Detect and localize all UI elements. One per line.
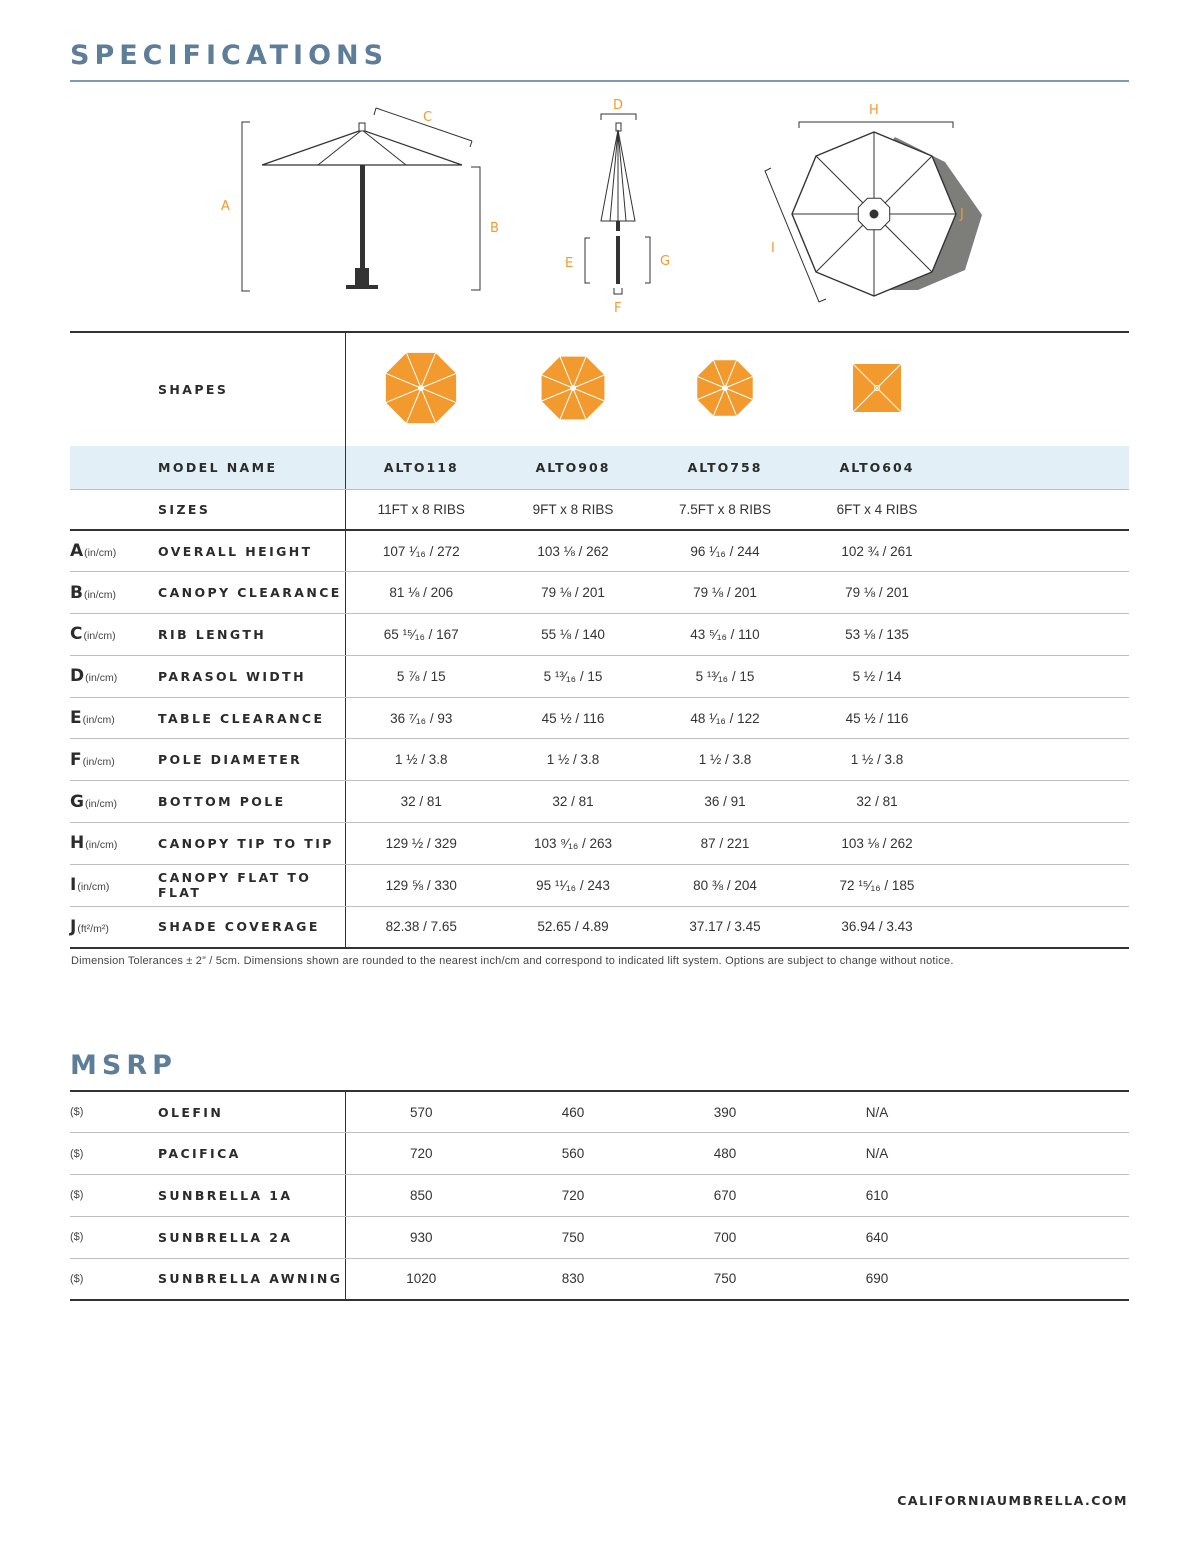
dimension-letter: I bbox=[70, 875, 77, 896]
price-value: N/A bbox=[801, 1133, 953, 1175]
model-name: ALTO604 bbox=[801, 446, 953, 489]
size-value: 7.5FT x 8 RIBS bbox=[649, 489, 801, 530]
dimension-value: 103 ⅛ / 262 bbox=[801, 823, 953, 865]
size-value: 11FT x 8 RIBS bbox=[345, 489, 497, 530]
dimension-value: 65 ¹⁵⁄₁₆ / 167 bbox=[345, 614, 497, 656]
dimension-value: 52.65 / 4.89 bbox=[497, 906, 649, 948]
model-name: ALTO118 bbox=[345, 446, 497, 489]
dimension-letter-h: H bbox=[869, 103, 879, 118]
dimension-row bbox=[70, 781, 1129, 823]
dimension-letter: D bbox=[70, 666, 85, 687]
octagon-8-rib-icon bbox=[533, 348, 613, 428]
price-value: 750 bbox=[497, 1216, 649, 1258]
model-name-row bbox=[70, 446, 1129, 489]
shape-icon-cell bbox=[801, 332, 953, 446]
price-value: 750 bbox=[649, 1258, 801, 1300]
dimension-value: 5 ¹³⁄₁₆ / 15 bbox=[497, 655, 649, 697]
dimension-value: 103 ⅛ / 262 bbox=[497, 530, 649, 572]
dimension-label: RIB LENGTH bbox=[158, 614, 345, 656]
price-value: 830 bbox=[497, 1258, 649, 1300]
square-4-rib-icon bbox=[837, 348, 917, 428]
dimension-value: 36 ⁷⁄₁₆ / 93 bbox=[345, 697, 497, 739]
dimension-letter-g: G bbox=[660, 254, 671, 269]
model-name: ALTO758 bbox=[649, 446, 801, 489]
dimension-unit: (in/cm) bbox=[84, 797, 118, 810]
msrp-row bbox=[70, 1091, 1129, 1133]
price-value: 720 bbox=[345, 1133, 497, 1175]
dimension-value: 96 ¹⁄₁₆ / 244 bbox=[649, 530, 801, 572]
dimension-row bbox=[70, 906, 1129, 948]
dimension-value: 5 ⅞ / 15 bbox=[345, 655, 497, 697]
dimension-value: 79 ⅛ / 201 bbox=[801, 572, 953, 614]
dimension-unit: (in/cm) bbox=[83, 588, 117, 601]
price-value: N/A bbox=[801, 1091, 953, 1133]
fabric-label: PACIFICA bbox=[158, 1133, 345, 1175]
dimension-code bbox=[70, 864, 158, 906]
dimension-label: TABLE CLEARANCE bbox=[158, 697, 345, 739]
dimension-code bbox=[70, 530, 158, 572]
dimension-value: 32 / 81 bbox=[801, 781, 953, 823]
currency-label: ($) bbox=[70, 1133, 158, 1175]
msrp-row bbox=[70, 1216, 1129, 1258]
dimension-value: 103 ⁹⁄₁₆ / 263 bbox=[497, 823, 649, 865]
sizes-label: SIZES bbox=[158, 489, 345, 530]
dimension-letter: G bbox=[70, 791, 84, 812]
dimension-label: PARASOL WIDTH bbox=[158, 655, 345, 697]
dimension-unit: (in/cm) bbox=[84, 547, 117, 560]
price-value: 390 bbox=[649, 1091, 801, 1133]
dimension-letter: C bbox=[70, 624, 83, 645]
msrp-row bbox=[70, 1133, 1129, 1175]
umbrella-dimension-diagrams bbox=[0, 90, 1200, 320]
price-value: 610 bbox=[801, 1175, 953, 1217]
dimension-code bbox=[70, 572, 158, 614]
currency-label: ($) bbox=[70, 1216, 158, 1258]
specifications-title: SPECIFICATIONS bbox=[70, 40, 389, 71]
sizes-row bbox=[70, 489, 1129, 530]
shapes-label: SHAPES bbox=[158, 332, 345, 446]
price-value: 720 bbox=[497, 1175, 649, 1217]
dimension-letter: B bbox=[70, 582, 83, 603]
dimension-label: POLE DIAMETER bbox=[158, 739, 345, 781]
dimension-row bbox=[70, 530, 1129, 572]
shapes-row bbox=[70, 332, 1129, 446]
fabric-label: SUNBRELLA 1A bbox=[158, 1175, 345, 1217]
dimension-code bbox=[70, 823, 158, 865]
dimension-value: 36 / 91 bbox=[649, 781, 801, 823]
dimension-value: 79 ⅛ / 201 bbox=[649, 572, 801, 614]
dimension-row bbox=[70, 655, 1129, 697]
dimension-value: 1 ½ / 3.8 bbox=[497, 739, 649, 781]
dimension-letter-i: I bbox=[771, 241, 775, 256]
dimension-row bbox=[70, 823, 1129, 865]
price-value: 850 bbox=[345, 1175, 497, 1217]
open-umbrella-diagram bbox=[242, 108, 480, 291]
dimension-code bbox=[70, 906, 158, 948]
fabric-label: SUNBRELLA 2A bbox=[158, 1216, 345, 1258]
dimension-letter-f: F bbox=[614, 301, 622, 316]
price-value: 930 bbox=[345, 1216, 497, 1258]
price-value: 640 bbox=[801, 1216, 953, 1258]
price-value: 670 bbox=[649, 1175, 801, 1217]
octagon-8-rib-icon bbox=[685, 348, 765, 428]
currency-label: ($) bbox=[70, 1258, 158, 1300]
dimension-value: 102 ¾ / 261 bbox=[801, 530, 953, 572]
dimension-value: 1 ½ / 3.8 bbox=[345, 739, 497, 781]
octagon-8-rib-icon bbox=[381, 348, 461, 428]
dimension-unit: (in/cm) bbox=[85, 839, 118, 852]
dimension-value: 129 ½ / 329 bbox=[345, 823, 497, 865]
dimension-letter-a: A bbox=[221, 199, 230, 214]
price-value: 560 bbox=[497, 1133, 649, 1175]
dimension-value: 37.17 / 3.45 bbox=[649, 906, 801, 948]
dimension-letter-d: D bbox=[613, 98, 624, 113]
size-value: 6FT x 4 RIBS bbox=[801, 489, 953, 530]
shape-icon-cell bbox=[649, 332, 801, 446]
dimension-value: 87 / 221 bbox=[649, 823, 801, 865]
model-name-label: MODEL NAME bbox=[158, 446, 345, 489]
price-value: 1020 bbox=[345, 1258, 497, 1300]
dimension-value: 45 ½ / 116 bbox=[497, 697, 649, 739]
fabric-label: OLEFIN bbox=[158, 1091, 345, 1133]
msrp-table bbox=[70, 1090, 1129, 1301]
dimension-label: OVERALL HEIGHT bbox=[158, 530, 345, 572]
shape-icon-cell bbox=[345, 332, 497, 446]
dimension-value: 72 ¹⁵⁄₁₆ / 185 bbox=[801, 864, 953, 906]
dimension-label: CANOPY FLAT TO FLAT bbox=[158, 864, 345, 906]
dimension-code bbox=[70, 739, 158, 781]
model-name: ALTO908 bbox=[497, 446, 649, 489]
dimension-value: 1 ½ / 3.8 bbox=[801, 739, 953, 781]
price-value: 480 bbox=[649, 1133, 801, 1175]
dimension-code bbox=[70, 697, 158, 739]
dimension-letter-b: B bbox=[490, 221, 499, 236]
dimension-letter-c: C bbox=[423, 110, 433, 125]
dimension-value: 80 ⅜ / 204 bbox=[649, 864, 801, 906]
dimension-unit: (ft²/m²) bbox=[77, 922, 109, 935]
dimension-value: 79 ⅛ / 201 bbox=[497, 572, 649, 614]
dimension-value: 55 ⅛ / 140 bbox=[497, 614, 649, 656]
msrp-row bbox=[70, 1258, 1129, 1300]
dimension-value: 32 / 81 bbox=[497, 781, 649, 823]
price-value: 460 bbox=[497, 1091, 649, 1133]
website-url: CALIFORNIAUMBRELLA.COM bbox=[897, 1493, 1128, 1508]
dimension-label: CANOPY TIP TO TIP bbox=[158, 823, 345, 865]
dimension-value: 43 ⁵⁄₁₆ / 110 bbox=[649, 614, 801, 656]
price-value: 690 bbox=[801, 1258, 953, 1300]
specifications-table bbox=[70, 331, 1129, 949]
dimension-letter-j: J bbox=[960, 207, 964, 222]
dimension-value: 107 ¹⁄₁₆ / 272 bbox=[345, 530, 497, 572]
dimension-value: 5 ½ / 14 bbox=[801, 655, 953, 697]
fabric-label: SUNBRELLA AWNING bbox=[158, 1258, 345, 1300]
dimension-value: 5 ¹³⁄₁₆ / 15 bbox=[649, 655, 801, 697]
msrp-row bbox=[70, 1175, 1129, 1217]
canopy-top-view-diagram bbox=[765, 122, 982, 302]
dimension-value: 53 ⅛ / 135 bbox=[801, 614, 953, 656]
dimension-value: 36.94 / 3.43 bbox=[801, 906, 953, 948]
dimension-row bbox=[70, 739, 1129, 781]
dimension-value: 1 ½ / 3.8 bbox=[649, 739, 801, 781]
currency-label: ($) bbox=[70, 1091, 158, 1133]
dimension-code bbox=[70, 655, 158, 697]
dimension-letter: E bbox=[70, 708, 82, 729]
closed-umbrella-diagram bbox=[585, 114, 650, 294]
dimension-code bbox=[70, 614, 158, 656]
dimension-code bbox=[70, 781, 158, 823]
dimension-letter: F bbox=[70, 749, 82, 770]
dimension-value: 32 / 81 bbox=[345, 781, 497, 823]
dimension-letter: J bbox=[70, 916, 77, 937]
dimension-value: 95 ¹¹⁄₁₆ / 243 bbox=[497, 864, 649, 906]
dimension-letter-e: E bbox=[565, 256, 574, 271]
dimension-unit: (in/cm) bbox=[85, 672, 118, 685]
price-value: 700 bbox=[649, 1216, 801, 1258]
dimension-unit: (in/cm) bbox=[83, 630, 116, 643]
dimension-letter: H bbox=[70, 833, 85, 854]
dimension-value: 129 ⅝ / 330 bbox=[345, 864, 497, 906]
size-value: 9FT x 8 RIBS bbox=[497, 489, 649, 530]
dimension-unit: (in/cm) bbox=[82, 755, 115, 768]
dimension-value: 82.38 / 7.65 bbox=[345, 906, 497, 948]
dimension-letter: A bbox=[70, 541, 84, 562]
dimension-value: 45 ½ / 116 bbox=[801, 697, 953, 739]
title-rule bbox=[70, 80, 1129, 82]
dimension-value: 81 ⅛ / 206 bbox=[345, 572, 497, 614]
currency-label: ($) bbox=[70, 1175, 158, 1217]
dimension-unit: (in/cm) bbox=[82, 714, 115, 727]
shape-icon-cell bbox=[497, 332, 649, 446]
dimension-unit: (in/cm) bbox=[77, 881, 110, 894]
dimension-label: CANOPY CLEARANCE bbox=[158, 572, 345, 614]
dimension-value: 48 ¹⁄₁₆ / 122 bbox=[649, 697, 801, 739]
dimension-row bbox=[70, 572, 1129, 614]
tolerance-note: Dimension Tolerances ± 2” / 5cm. Dimensions shown are rounded to the nearest inch/cm and correspond to indicated lift system. Options are subject to change without notice. bbox=[71, 955, 954, 967]
dimension-label: BOTTOM POLE bbox=[158, 781, 345, 823]
dimension-row bbox=[70, 697, 1129, 739]
price-value: 570 bbox=[345, 1091, 497, 1133]
dimension-label: SHADE COVERAGE bbox=[158, 906, 345, 948]
msrp-title: MSRP bbox=[70, 1050, 177, 1081]
dimension-row bbox=[70, 614, 1129, 656]
dimension-row bbox=[70, 864, 1129, 906]
